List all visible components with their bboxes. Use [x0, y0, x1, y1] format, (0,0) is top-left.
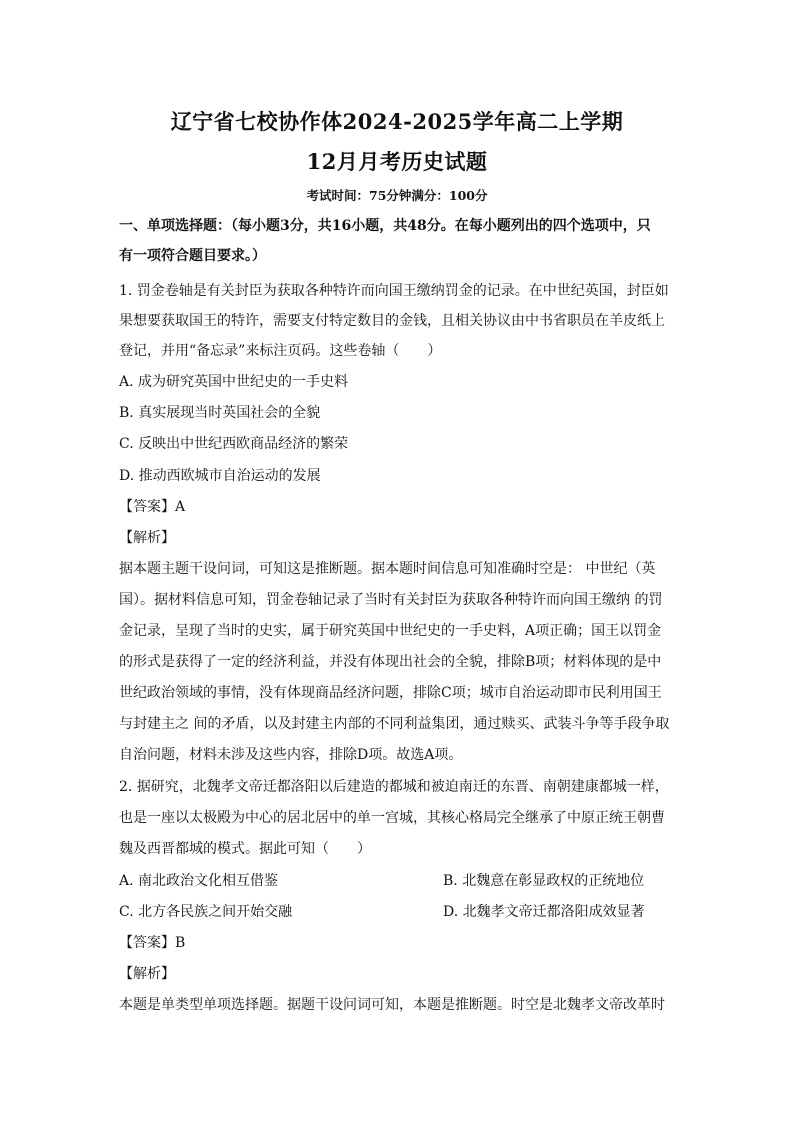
q2-stem-line-2: 也是一座以太极殿为中心的居北居中的单一宫城，其核心格局完全继承了中原正统王朝曹	[119, 810, 665, 826]
q2-option-c: C. 北方各民族之间开始交融	[119, 904, 293, 920]
q1-stem-line-2: 果想要获取国王的特许，需要支付特定数目的金钱，且相关协议由中书省职员在羊皮纸上	[119, 313, 665, 329]
q2-analysis-label: 【解析】	[119, 966, 175, 982]
q2-answer: 【答案】B	[119, 935, 186, 951]
q1-option-c: C. 反映出中世纪西欧商品经济的繁荣	[119, 436, 349, 452]
q2-option-d: D. 北魏孝文帝迁都洛阳成效显著	[443, 904, 645, 920]
q1-analysis-line-3: 金记录，呈现了当时的史实，属于研究英国中世纪史的一手史料，A项正确；国王以罚金	[119, 623, 662, 639]
q1-stem-line-1: 1. 罚金卷轴是有关封臣为获取各种特许而向国王缴纳罚金的记录。在中世纪英国，封臣如	[119, 283, 669, 299]
q2-analysis-line-1: 本题是单类型单项选择题。据题干设问词可知，本题是推断题。时空是北魏孝文帝改革时	[119, 997, 665, 1013]
q1-answer: 【答案】A	[119, 499, 186, 515]
q1-analysis-line-6: 与封建主之 间的矛盾，以及封建主内部的不同利益集团，通过赎买、武装斗争等手段争取	[119, 716, 670, 732]
section-heading-line-1: 一、单项选择题：（每小题3分，共16小题，共48分。在每小题列出的四个选项中，只	[119, 218, 651, 234]
q1-stem-line-3: 登记，并用“备忘录”来标注页码。这些卷轴（ ）	[119, 343, 442, 359]
q1-analysis-line-7: 自治问题，材料未涉及这些内容，排除D项。故选A项。	[119, 747, 463, 763]
q1-analysis-label: 【解析】	[119, 530, 175, 546]
q2-option-a: A. 南北政治文化相互借鉴	[119, 873, 279, 889]
title-line-2: 12月月考历史试题	[306, 149, 488, 174]
q1-option-a: A. 成为研究英国中世纪史的一手史料	[119, 374, 349, 390]
q1-analysis-line-4: 的形式是获得了一定的经济利益，并没有体现出社会的全貌，排除B项；材料体现的是中	[119, 654, 662, 670]
section-heading-line-2: 有一项符合题目要求。）	[119, 248, 266, 264]
exam-info: 考试时间：75分钟满分：100分	[306, 188, 488, 203]
q1-analysis-line-2: 国）。据材料信息可知，罚金卷轴记录了当时有关封臣为获取各种特许而向国王缴纳 的罚	[119, 592, 663, 608]
q1-option-d: D. 推动西欧城市自治运动的发展	[119, 468, 321, 484]
q1-option-b: B. 真实展现当时英国社会的全貌	[119, 405, 321, 421]
q2-stem-line-3: 魏及西晋都城的模式。据此可知（ ）	[119, 841, 371, 857]
title-line-1: 辽宁省七校协作体2024-2025学年高二上学期	[170, 109, 624, 134]
q1-analysis-line-1: 据本题主题干设问词，可知这是推断题。据本题时间信息可知准确时空是： 中世纪（英	[119, 561, 656, 577]
q2-stem-line-1: 2. 据研究，北魏孝文帝迁都洛阳以后建造的都城和被迫南迁的东晋、南朝建康都城一样，	[119, 779, 669, 795]
q1-analysis-line-5: 世纪政治领域的事情，没有体现商品经济问题，排除C项；城市自治运动即市民利用国王	[119, 685, 662, 701]
q2-option-b: B. 北魏意在彰显政权的正统地位	[443, 873, 645, 889]
